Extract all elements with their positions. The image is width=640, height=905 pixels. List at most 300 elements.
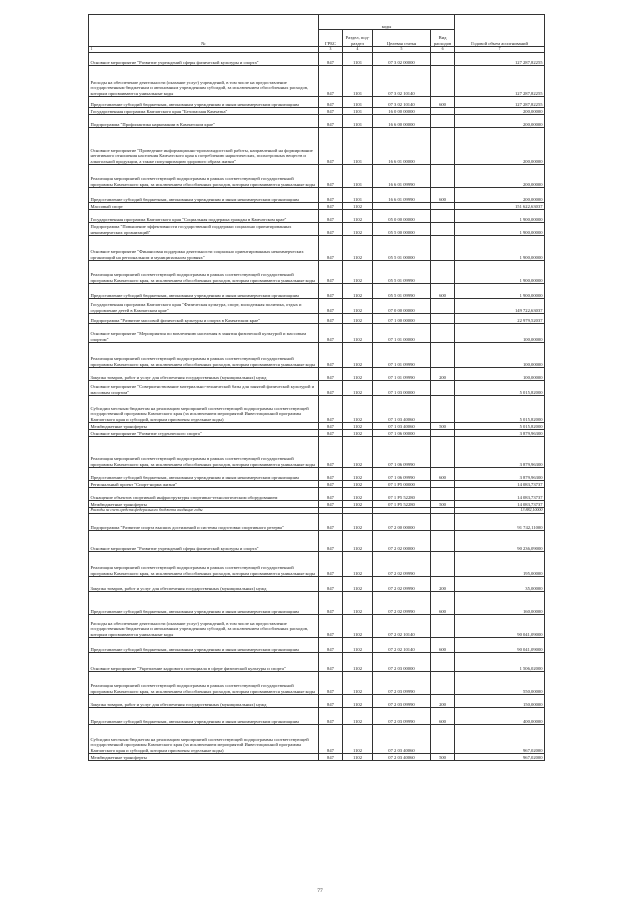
row-grbs: 847 [319,284,343,299]
row-celevaya: 07 2 02 00000 [373,531,431,552]
row-sum: 5 015,82000 [455,381,545,396]
row-grbs: 847 [319,653,343,672]
row-vid [431,343,455,368]
row-sum: 967,02000 [455,754,545,761]
row-vid [431,430,455,437]
row-grbs: 847 [319,236,343,261]
table-row [89,115,545,128]
row-grbs: 847 [319,368,343,381]
row-razdel: 1101 [343,128,373,165]
row-razdel: 1102 [343,695,373,708]
row-name: Расходы на обеспечение деятельности (оказание услуг) учреждений, в том числе на предоставление государственным бюджетным и автономным учреждениям субсидий, за исключением обособленных расходов, которым присваиваются уникальные коды [89,615,319,638]
row-vid [431,236,455,261]
header-razdel: Раздел, под-раздел [343,30,373,47]
row-grbs: 847 [319,437,343,468]
row-celevaya [373,203,431,210]
row-vid [431,672,455,695]
row-vid [431,66,455,97]
row-grbs: 847 [319,695,343,708]
row-grbs: 847 [319,552,343,577]
table-row [89,481,545,488]
table-row [89,108,545,115]
row-razdel: 1102 [343,223,373,236]
row-razdel: 1102 [343,343,373,368]
table-row [89,128,545,165]
row-grbs: 847 [319,66,343,97]
row-vid [431,165,455,188]
row-celevaya: 07 2 02 09990 [373,552,431,577]
row-sum: 200,00000 [455,188,545,203]
table-row [89,725,545,754]
row-sum: 200,00000 [455,128,545,165]
row-sum: 100,00000 [455,343,545,368]
table-row [89,165,545,188]
row-celevaya: 07 1 01 09990 [373,343,431,368]
table-row [89,695,545,708]
row-name: Предоставление субсидий бюджетным, автономным учреждениям и иным некоммерческим организациям [89,638,319,653]
table-row [89,638,545,653]
col-number-4: 4 [343,47,373,53]
row-vid: 500 [431,423,455,430]
row-sum: 14 083,73737 [455,488,545,501]
row-razdel: 1102 [343,423,373,430]
row-razdel: 1102 [343,552,373,577]
row-grbs: 847 [319,223,343,236]
row-celevaya: 07 3 02 00000 [373,53,431,66]
row-sum: 14 083,73737 [455,481,545,488]
row-celevaya: 07 1 P5 00000 [373,481,431,488]
table-row [89,592,545,615]
row-razdel: 1102 [343,615,373,638]
row-grbs: 847 [319,53,343,66]
row-razdel: 1101 [343,188,373,203]
row-sum: 100,00000 [455,324,545,343]
row-vid [431,203,455,210]
row-celevaya: 07 1 03 00000 [373,381,431,396]
row-vid: 200 [431,577,455,592]
row-name: Закупка товаров, работ и услуг для обеспечения государственных (муниципальных) нужд [89,695,319,708]
row-grbs: 847 [319,514,343,531]
row-vid [431,314,455,324]
row-name: Основное мероприятие "Укрепление кадрового потенциала в сфере физической культуры и спорта" [89,653,319,672]
row-razdel: 1102 [343,284,373,299]
row-name: Подпрограмма "Профилактика наркомании в Камчатском крае" [89,115,319,128]
row-sum: 150,00000 [455,695,545,708]
table-row [89,66,545,97]
row-sum: 1 900,00000 [455,236,545,261]
table-row [89,203,545,210]
budget-table [88,14,545,761]
row-name: Массовый спорт [89,203,319,210]
table-row [89,396,545,423]
row-razdel: 1101 [343,53,373,66]
row-vid [431,653,455,672]
row-razdel: 1102 [343,592,373,615]
row-name: Субсидии местным бюджетам на реализацию мероприятий соответствующей подпрограммы соответствующей государственной программы Камчатского края (за исключением мероприятий Инвестиционной программы Камчатского края и субсидий, которым присвоены отдельные коды) [89,396,319,423]
table-row [89,368,545,381]
row-vid: 200 [431,368,455,381]
row-grbs: 847 [319,97,343,108]
table-row [89,423,545,430]
row-celevaya: 07 1 06 00000 [373,430,431,437]
col-number-6: 6 [431,47,455,53]
row-vid: 600 [431,592,455,615]
row-name: Субсидии местным бюджетам на реализацию мероприятий соответствующей подпрограммы соответствующей государственной программы Камчатского края (за исключением мероприятий Инвестиционной программы Камчатского края и субсидий, которым присвоены отдельные коды) [89,725,319,754]
row-name: Подпрограмма "Развитие массовой физической культуры и спорта в Камчатском крае" [89,314,319,324]
row-sum: 90 041,09000 [455,638,545,653]
row-grbs: 847 [319,108,343,115]
row-celevaya: 07 3 02 10140 [373,66,431,97]
row-name: Предоставление субсидий бюджетным, автономным учреждениям и иным некоммерческим организациям [89,708,319,725]
row-celevaya: 05 5 01 00000 [373,236,431,261]
row-vid: 600 [431,638,455,653]
table-row [89,552,545,577]
row-name: Подпрограмма "Развитие спорта высших достижений и системы подготовки спортивного резерва" [89,514,319,531]
row-name: Реализация мероприятий соответствующей подпрограммы в рамках соответствующей государственной программы Камчатского края, за исключением обособленных расходов, которым присваиваются уникальные коды [89,552,319,577]
row-razdel: 1101 [343,115,373,128]
row-celevaya: 07 1 01 09990 [373,368,431,381]
row-razdel: 1102 [343,210,373,223]
row-razdel: 1101 [343,108,373,115]
row-sum: 127 287,82255 [455,97,545,108]
row-name: Реализация мероприятий соответствующей подпрограммы в рамках соответствующей государственной программы Камчатского края, за исключением обособленных расходов, которым присваиваются уникальные коды [89,261,319,284]
row-sum: 200,00000 [455,115,545,128]
row-razdel: 1102 [343,203,373,210]
table-row [89,615,545,638]
row-vid: 600 [431,708,455,725]
header-celevaya: Целевая статья [373,30,431,47]
row-vid: 500 [431,754,455,761]
row-vid [431,223,455,236]
row-grbs: 847 [319,488,343,501]
table-row [89,284,545,299]
row-razdel: 1102 [343,577,373,592]
table-row [89,653,545,672]
row-sum: 90 041,09000 [455,615,545,638]
row-razdel: 1102 [343,638,373,653]
row-grbs: 847 [319,210,343,223]
table-row [89,531,545,552]
row-sum: 149 722,63037 [455,299,545,314]
row-sum: 5 015,82000 [455,396,545,423]
header-codes: коды [319,15,455,30]
row-name: Межбюджетные трансферты [89,501,319,508]
row-grbs: 847 [319,128,343,165]
row-vid [431,261,455,284]
row-celevaya: 07 2 00 00000 [373,514,431,531]
row-grbs: 847 [319,324,343,343]
table-row [89,223,545,236]
row-celevaya: 07 2 03 09990 [373,695,431,708]
table-row [89,514,545,531]
row-celevaya: 07 2 03 40060 [373,725,431,754]
table-row [89,261,545,284]
row-grbs: 847 [319,203,343,210]
row-razdel: 1101 [343,97,373,108]
row-name: Предоставление субсидий бюджетным, автономным учреждениям и иным некоммерческим организациям [89,468,319,481]
row-celevaya: 16 6 01 00000 [373,128,431,165]
row-celevaya: 07 1 P5 52280 [373,501,431,508]
row-sum: 1 900,00000 [455,210,545,223]
row-sum: 35,00000 [455,577,545,592]
row-razdel: 1102 [343,381,373,396]
row-name: Оснащение объектов спортивной инфраструктуры спортивно-технологическим оборудованием [89,488,319,501]
row-name: Предоставление субсидий бюджетным, автономным учреждениям и иным некоммерческим организациям [89,284,319,299]
row-name: Расходы на обеспечение деятельности (оказание услуг) учреждений, в том числе на предоставление государственным бюджетным и автономным учреждениям субсидий, за исключением обособленных расходов, которым присваиваются уникальные коды [89,66,319,97]
row-vid: 500 [431,501,455,508]
row-razdel: 1102 [343,708,373,725]
row-sum: 90 236,09000 [455,531,545,552]
row-razdel: 1102 [343,430,373,437]
row-celevaya: 16 6 01 09990 [373,165,431,188]
row-vid [431,615,455,638]
row-grbs: 847 [319,261,343,284]
row-celevaya: 16 0 00 00000 [373,108,431,115]
row-name: Межбюджетные трансферты [89,423,319,430]
row-sum: 13 882,10000 [455,508,545,514]
row-grbs: 847 [319,314,343,324]
row-razdel: 1102 [343,488,373,501]
row-grbs: 847 [319,577,343,592]
row-razdel: 1102 [343,514,373,531]
row-sum: 91 742,11000 [455,514,545,531]
row-vid: 600 [431,468,455,481]
row-grbs: 847 [319,638,343,653]
table-row [89,381,545,396]
table-row [89,324,545,343]
table-row [89,437,545,468]
row-name: Основное мероприятие "Развитие студенческого спорта" [89,430,319,437]
row-razdel: 1102 [343,653,373,672]
header-vid: Вид расходов [431,30,455,47]
row-grbs: 847 [319,396,343,423]
row-name: Основное мероприятие "Финансовая поддержка деятельности социально ориентированных некоммерческих организаций на региональном и муниципальном уровнях" [89,236,319,261]
row-razdel: 1102 [343,531,373,552]
table-row [89,430,545,437]
row-grbs: 847 [319,468,343,481]
row-razdel: 1102 [343,314,373,324]
row-celevaya: 07 1 06 09990 [373,437,431,468]
row-sum: 1 900,00000 [455,284,545,299]
table-row [89,577,545,592]
row-razdel: 1102 [343,754,373,761]
row-sum: 1 900,00000 [455,261,545,284]
row-razdel: 1102 [343,468,373,481]
row-name: Предоставление субсидий бюджетным, автономным учреждениям и иным некоммерческим организациям [89,97,319,108]
table-row [89,299,545,314]
row-name: Предоставление субсидий бюджетным, автономным учреждениям и иным некоммерческим организациям [89,188,319,203]
row-name: Подпрограмма "Повышение эффективности государственной поддержки социально ориентированных некоммерческих организаций" [89,223,319,236]
row-sum: 127 287,82255 [455,53,545,66]
row-razdel: 1102 [343,725,373,754]
table-row [89,343,545,368]
table-row [89,468,545,481]
row-razdel: 1102 [343,481,373,488]
row-celevaya: 07 1 01 00000 [373,324,431,343]
row-name: Государственная программа Камчатского края "Социальная поддержка граждан в Камчатском крае" [89,210,319,223]
row-vid [431,108,455,115]
row-razdel: 1101 [343,165,373,188]
row-celevaya: 16 6 00 00000 [373,115,431,128]
row-celevaya: 07 1 P5 52280 [373,488,431,501]
document-page [88,14,544,761]
row-vid [431,531,455,552]
row-name: Основное мероприятие "Развитие учреждений сферы физической культуры и спорта" [89,531,319,552]
col-number-5: 5 [373,47,431,53]
table-row [89,314,545,324]
row-razdel: 1102 [343,299,373,314]
row-razdel: 1102 [343,672,373,695]
row-vid [431,481,455,488]
row-celevaya: 07 2 02 10140 [373,638,431,653]
row-name: Закупка товаров, работ и услуг для обеспечения государственных (муниципальных) нужд [89,368,319,381]
row-name: Закупка товаров, работ и услуг для обеспечения государственных (муниципальных) нужд [89,577,319,592]
row-grbs: 847 [319,481,343,488]
col-number-3: 3 [319,47,343,53]
row-sum: 967,02000 [455,725,545,754]
row-name: Государственная программа Камчатского края "Безопасная Камчатка" [89,108,319,115]
row-celevaya: 07 2 02 09990 [373,577,431,592]
table-row [89,501,545,508]
row-sum: 400,00000 [455,708,545,725]
row-sum: 127 287,82255 [455,66,545,97]
row-vid [431,128,455,165]
row-razdel: 1102 [343,236,373,261]
row-vid [431,396,455,423]
row-grbs: 847 [319,188,343,203]
row-grbs: 847 [319,708,343,725]
row-name: Реализация мероприятий соответствующей подпрограммы в рамках соответствующей государственной программы Камчатского края, за исключением обособленных расходов, которым присваиваются уникальные коды [89,437,319,468]
row-vid [431,53,455,66]
row-celevaya: 07 2 03 09990 [373,672,431,695]
row-name: Расходы за счет средств федерального бюджета входящие годы [89,508,319,514]
row-sum: 200,00000 [455,165,545,188]
row-grbs: 847 [319,430,343,437]
row-sum: 200,00000 [455,108,545,115]
row-vid: 600 [431,188,455,203]
row-celevaya: 07 2 03 09990 [373,708,431,725]
row-grbs: 847 [319,165,343,188]
row-name: Основное мероприятие "Совершенствование материально-технической базы для занятий физической культурой и массовым спортом" [89,381,319,396]
row-celevaya: 05 5 01 09990 [373,261,431,284]
row-vid [431,437,455,468]
row-sum: 100,00000 [455,368,545,381]
row-celevaya: 07 0 00 00000 [373,299,431,314]
row-vid [431,488,455,501]
table-row [89,53,545,66]
row-sum: 3 879,96300 [455,437,545,468]
row-vid [431,324,455,343]
table-row [89,708,545,725]
row-celevaya: 07 1 03 40060 [373,423,431,430]
row-vid: 600 [431,97,455,108]
row-celevaya: 07 2 03 40060 [373,754,431,761]
row-celevaya: 05 5 00 00000 [373,223,431,236]
row-grbs: 847 [319,592,343,615]
row-grbs: 847 [319,615,343,638]
table-row [89,672,545,695]
row-vid [431,552,455,577]
row-razdel: 1102 [343,501,373,508]
row-celevaya: 07 1 00 00000 [373,314,431,324]
row-name: Региональный проект "Спорт-норма жизни" [89,481,319,488]
row-name: Межбюджетные трансферты [89,754,319,761]
table-row [89,97,545,108]
row-razdel: 1102 [343,368,373,381]
row-grbs: 847 [319,299,343,314]
row-grbs: 847 [319,381,343,396]
row-vid [431,210,455,223]
row-vid [431,299,455,314]
row-name: Основное мероприятие "Проведение информационно-пропагандистской работы, направленной на формирование негативного отношения населения Камчатского края к потреблению наркотических, психотропных веществ и алкогольной продукции, а также популяризацию здорового образа жизни" [89,128,319,165]
row-grbs: 847 [319,754,343,761]
row-sum: 160,00000 [455,592,545,615]
row-sum: 14 083,73737 [455,501,545,508]
row-sum: 3 879,96300 [455,430,545,437]
row-sum: 151 622,63037 [455,203,545,210]
row-razdel: 1102 [343,437,373,468]
row-grbs: 847 [319,531,343,552]
row-sum: 1 506,02000 [455,653,545,672]
row-sum: 195,00000 [455,552,545,577]
row-grbs: 847 [319,423,343,430]
row-vid [431,115,455,128]
row-celevaya: 07 1 03 40060 [373,396,431,423]
table-row [89,488,545,501]
row-celevaya: 05 0 00 00000 [373,210,431,223]
row-celevaya: 16 6 01 09990 [373,188,431,203]
row-celevaya: 07 2 02 09990 [373,592,431,615]
row-vid: 200 [431,695,455,708]
table-row [89,210,545,223]
col-number-1: 1 [89,47,319,53]
row-razdel: 1102 [343,324,373,343]
budget-table-body [89,53,545,761]
row-vid: 600 [431,284,455,299]
row-sum: 5 015,82000 [455,423,545,430]
row-vid [431,381,455,396]
row-name: Реализация мероприятий соответствующей подпрограммы в рамках соответствующей государственной программы Камчатского края, за исключением обособленных расходов, которым присваиваются уникальные коды [89,672,319,695]
row-celevaya: 07 2 03 00000 [373,653,431,672]
row-vid [431,514,455,531]
header-grbs: ГРБС [319,30,343,47]
row-grbs: 847 [319,672,343,695]
row-grbs: 847 [319,115,343,128]
col-number-7: 7 [455,47,545,53]
row-grbs: 847 [319,343,343,368]
row-celevaya: 07 1 06 09990 [373,468,431,481]
row-celevaya: 07 3 02 10140 [373,97,431,108]
header-sum: Годовой объем ассигнований [455,15,545,47]
row-razdel: 1102 [343,396,373,423]
row-name: Реализация мероприятий соответствующей подпрограммы в рамках соответствующей государственной программы Камчатского края, за исключением обособленных расходов, которым присваиваются уникальные коды [89,343,319,368]
row-celevaya: 07 2 02 10140 [373,615,431,638]
row-name: Предоставление субсидий бюджетным, автономным учреждениям и иным некоммерческим организациям [89,592,319,615]
row-razdel: 1102 [343,261,373,284]
row-celevaya: 05 5 01 09990 [373,284,431,299]
header-no: № [89,15,319,47]
row-sum: 22 979,52037 [455,314,545,324]
row-razdel: 1101 [343,66,373,97]
page-number: 77 [317,888,323,894]
table-row [89,188,545,203]
row-name: Реализация мероприятий соответствующей подпрограммы в рамках соответствующей государственной программы Камчатского края, за исключением обособленных расходов, которым присваиваются уникальные коды [89,165,319,188]
row-name: Основное мероприятие "Мероприятия по вовлечению населения в занятия физической культурой и массовым спортом" [89,324,319,343]
row-sum: 3 879,96300 [455,468,545,481]
row-sum: 1 900,00000 [455,223,545,236]
row-name: Основное мероприятие "Развитие учреждений сферы физической культуры и спорта" [89,53,319,66]
row-name: Государственная программа Камчатского края "Физическая культура, спорт, молодежная политика, отдых и оздоровление детей в Камчатском крае" [89,299,319,314]
